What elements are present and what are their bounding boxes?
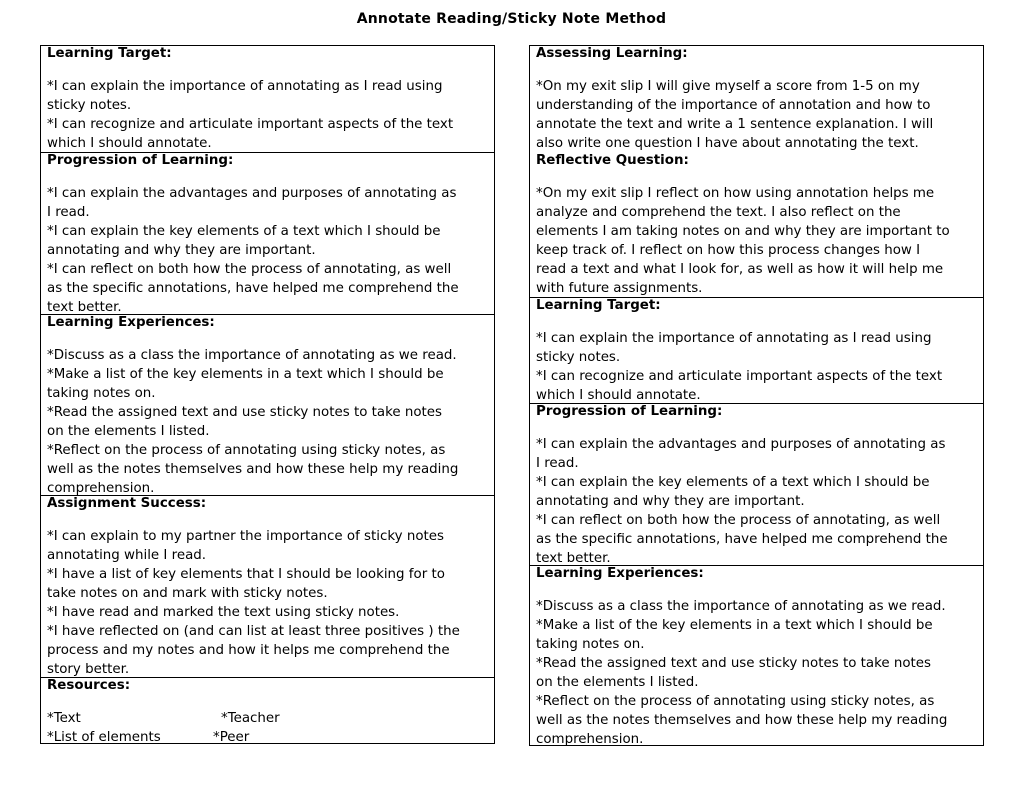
text-line: *Reflect on the process of annotating using sticky notes, as: [536, 694, 935, 709]
text-line: as the specific annotations, have helped me comprehend the: [536, 532, 948, 547]
text-line: annotate the text and write a 1 sentence explanation. I will: [536, 117, 934, 132]
text-line: sticky notes.: [47, 98, 132, 113]
section-heading: Assignment Success:: [47, 496, 207, 511]
text-line: *I can explain the advantages and purposes of annotating as: [47, 186, 457, 201]
text-line: *I can explain the importance of annotating as I read using: [47, 79, 443, 94]
section-body: [536, 184, 977, 297]
text-line: story better.: [47, 662, 130, 677]
left-column: [40, 45, 495, 744]
section-heading: Progression of Learning:: [47, 153, 234, 168]
section-body: [536, 329, 977, 403]
learning-target-section: [41, 46, 494, 152]
section-body: [536, 77, 977, 153]
text-line: *Make a list of the key elements in a text which I should be: [536, 618, 933, 633]
text-line: keep track of. I reflect on how this process changes how I: [536, 243, 921, 258]
section-heading: Learning Target:: [536, 298, 661, 313]
text-line: *Read the assigned text and use sticky notes to take notes: [47, 405, 443, 420]
section-heading: Assessing Learning:: [536, 46, 688, 61]
section-heading: Learning Experiences:: [47, 315, 215, 330]
resources-row: [47, 709, 488, 728]
text-line: *I can recognize and articulate important aspects of the text: [536, 369, 943, 384]
text-line: text better.: [536, 551, 611, 565]
section-heading: Resources:: [47, 678, 131, 693]
text-line: *On my exit slip I will give myself a score from 1-5 on my: [536, 79, 920, 94]
text-line: I read.: [536, 456, 579, 471]
text-line: *I can reflect on both how the process of annotating, as well: [536, 513, 941, 528]
text-line: *I can explain the key elements of a text which I should be: [536, 475, 930, 490]
text-line: *Discuss as a class the importance of annotating as we read.: [47, 348, 457, 363]
section-heading: Learning Target:: [47, 46, 172, 61]
text-line: *Read the assigned text and use sticky notes to take notes: [536, 656, 932, 671]
learning-experiences-section: [530, 565, 983, 746]
text-line: taking notes on.: [47, 386, 156, 401]
section-body: [536, 435, 977, 565]
text-line: *I can recognize and articulate important aspects of the text: [47, 117, 454, 132]
text-line: take notes on and mark with sticky notes.: [47, 586, 328, 601]
text-line: on the elements I listed.: [47, 424, 210, 439]
section-body: [47, 77, 488, 152]
text-line: annotating and why they are important.: [536, 494, 805, 509]
section-heading: Progression of Learning:: [536, 404, 723, 419]
text-line: with future assignments.: [536, 281, 703, 296]
resource-item: *List of elements: [47, 730, 161, 744]
text-line: *Reflect on the process of annotating using sticky notes, as: [47, 443, 446, 458]
resource-item: *Text: [47, 711, 81, 726]
assignment-success-section: [41, 495, 494, 677]
text-line: comprehension.: [47, 481, 155, 495]
text-line: which I should annotate.: [47, 136, 212, 151]
learning-target-section: [530, 297, 983, 403]
section-body: [536, 597, 977, 746]
text-line: *On my exit slip I reflect on how using annotation helps me: [536, 186, 935, 201]
text-line: comprehension.: [536, 732, 644, 746]
text-line: as the specific annotations, have helped me comprehend the: [47, 281, 459, 296]
resource-item: *Teacher: [221, 711, 280, 726]
text-line: *I have read and marked the text using sticky notes.: [47, 605, 400, 620]
text-line: *I can explain the importance of annotating as I read using: [536, 331, 932, 346]
text-line: well as the notes themselves and how these help my reading: [47, 462, 459, 477]
text-line: *Discuss as a class the importance of annotating as we read.: [536, 599, 946, 614]
text-line: on the elements I listed.: [536, 675, 699, 690]
text-line: which I should annotate.: [536, 388, 701, 403]
resources-section: [41, 677, 494, 744]
text-line: understanding of the importance of annotation and how to: [536, 98, 931, 113]
text-line: *I have reflected on (and can list at least three positives ) the: [47, 624, 460, 639]
text-line: *I have a list of key elements that I should be looking for to: [47, 567, 445, 582]
progression-of-learning-section: [530, 403, 983, 565]
section-heading: Learning Experiences:: [536, 566, 704, 581]
text-line: taking notes on.: [536, 637, 645, 652]
section-heading: Reflective Question:: [536, 153, 689, 168]
reflective-question-section: [530, 153, 983, 297]
section-body: [47, 527, 488, 677]
text-line: annotating while I read.: [47, 548, 207, 563]
text-line: analyze and comprehend the text. I also reflect on the: [536, 205, 901, 220]
text-line: process and my notes and how it helps me comprehend the: [47, 643, 450, 658]
text-line: I read.: [47, 205, 90, 220]
section-body: [47, 184, 488, 314]
learning-experiences-section: [41, 314, 494, 495]
assessing-learning-section: [530, 46, 983, 153]
text-line: annotating and why they are important.: [47, 243, 316, 258]
text-line: *I can reflect on both how the process of annotating, as well: [47, 262, 452, 277]
text-line: *I can explain to my partner the importance of sticky notes: [47, 529, 444, 544]
text-line: *I can explain the advantages and purposes of annotating as: [536, 437, 946, 452]
text-line: *Make a list of the key elements in a text which I should be: [47, 367, 444, 382]
text-line: text better.: [47, 300, 122, 314]
page-title: Annotate Reading/Sticky Note Method: [356, 11, 667, 27]
text-line: well as the notes themselves and how these help my reading: [536, 713, 948, 728]
text-line: also write one question I have about annotating the text.: [536, 136, 919, 151]
text-line: *I can explain the key elements of a text which I should be: [47, 224, 441, 239]
text-line: elements I am taking notes on and why they are important to: [536, 224, 950, 239]
text-line: read a text and what I look for, as well as how it will help me: [536, 262, 944, 277]
resources-row: [47, 728, 488, 744]
section-body: [47, 346, 488, 495]
progression-of-learning-section: [41, 152, 494, 314]
resource-item: *Peer: [213, 730, 250, 744]
text-line: sticky notes.: [536, 350, 621, 365]
right-column: [529, 45, 984, 746]
